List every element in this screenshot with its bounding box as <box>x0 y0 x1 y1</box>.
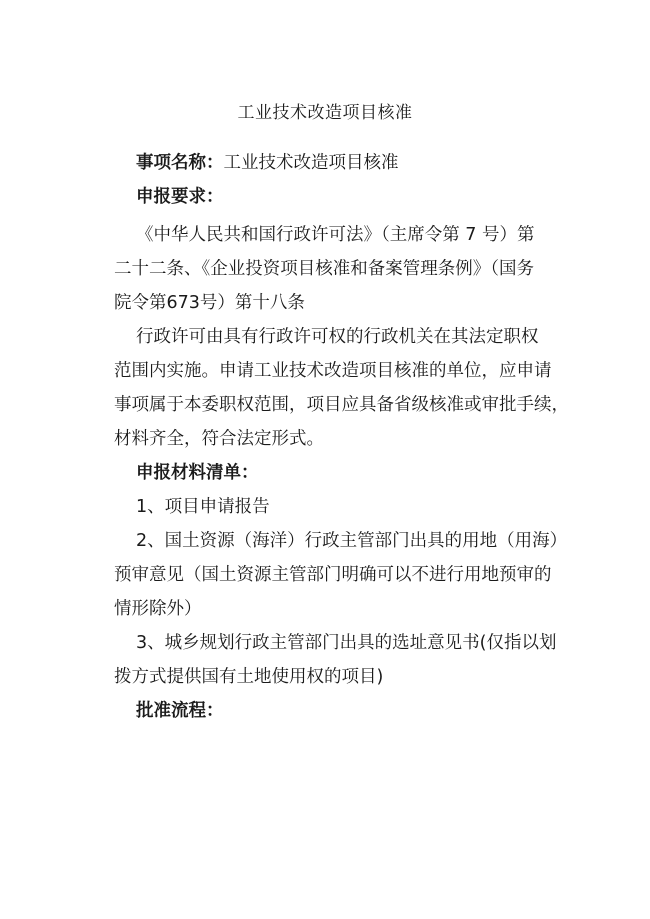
legal-basis-line: 院令第673号）第十八条 <box>114 293 305 313</box>
conditions-paragraph <box>114 320 581 456</box>
conditions-line: 事项属于本委职权范围，项目应具备省级核准或审批手续， <box>114 395 569 415</box>
material-item <box>114 626 581 694</box>
requirements-heading-row <box>136 180 581 214</box>
material-line: 3、城乡规划行政主管部门出具的选址意见书(仅指以划 <box>136 633 557 653</box>
conditions-line: 材料齐全，符合法定形式。 <box>114 429 324 449</box>
document-title: 工业技术改造项目核准 <box>237 103 413 123</box>
material-line: 拨方式提供国有土地使用权的项目) <box>114 667 384 687</box>
item-name-label: 事项名称： <box>136 153 224 173</box>
materials-heading-row <box>136 456 581 490</box>
material-line: 1、项目申请报告 <box>136 497 270 517</box>
approval-heading: 批准流程： <box>136 701 224 721</box>
legal-basis-line: 《中华人民共和国行政许可法》（主席令第 7 号）第 <box>136 225 535 245</box>
approval-heading-row <box>136 694 581 728</box>
materials-heading: 申报材料清单： <box>136 463 259 483</box>
conditions-line: 范围内实施。申请工业技术改造项目核准的单位，应申请 <box>114 361 552 381</box>
material-item <box>114 524 581 626</box>
requirements-heading: 申报要求： <box>136 187 224 207</box>
legal-basis-paragraph <box>114 218 581 320</box>
legal-basis-line: 二十二条、《企业投资项目核准和备案管理条例》（国务 <box>114 259 534 279</box>
material-line: 情形除外） <box>114 599 202 619</box>
material-item <box>136 490 581 524</box>
material-line: 2、国土资源（海洋）行政主管部门出具的用地（用海） <box>136 531 568 551</box>
item-name-row <box>136 146 581 180</box>
item-name-value: 工业技术改造项目核准 <box>223 153 399 173</box>
material-line: 预审意见（国土资源主管部门明确可以不进行用地预审的 <box>114 565 552 585</box>
conditions-line: 行政许可由具有行政许可权的行政机关在其法定职权 <box>136 327 539 347</box>
